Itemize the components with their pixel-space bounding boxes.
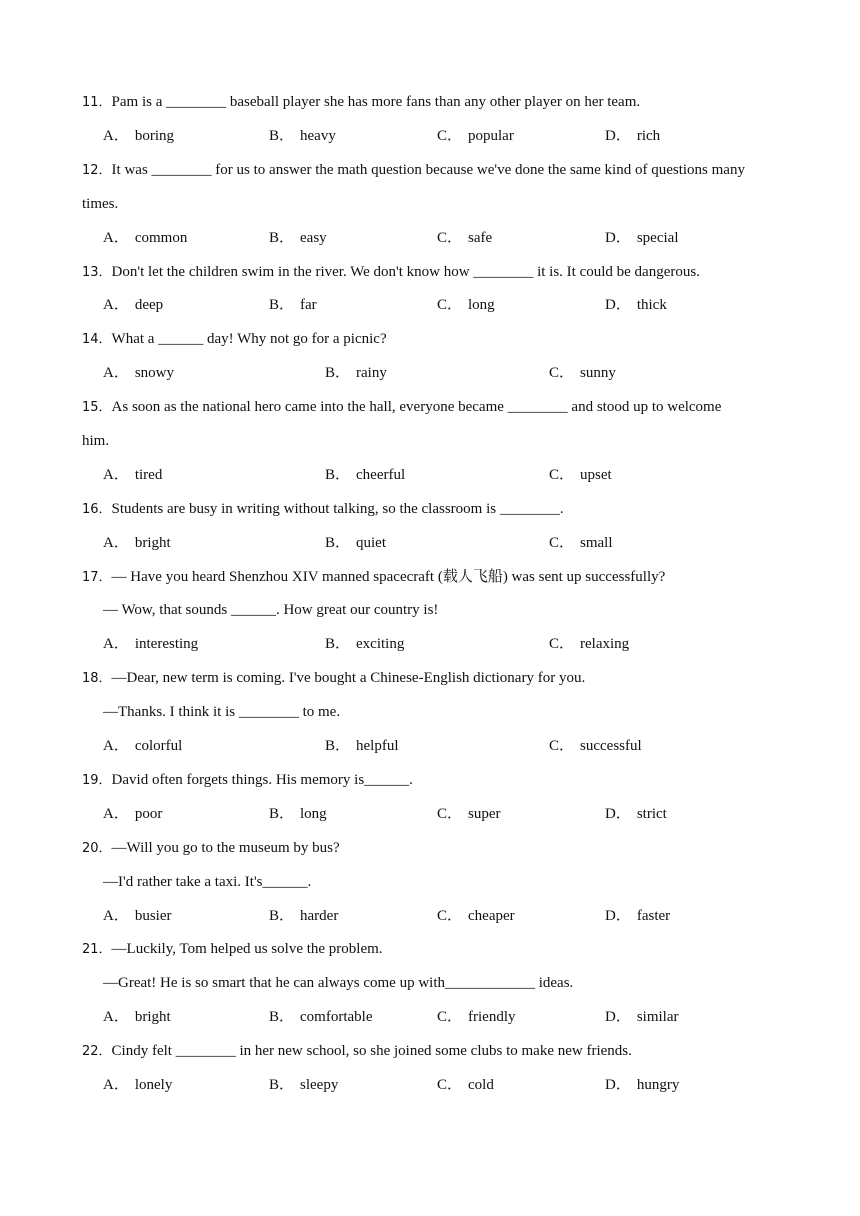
- answer-option-a[interactable]: [103, 736, 182, 756]
- answer-option-d[interactable]: [605, 126, 660, 146]
- option-word: relaxing: [580, 636, 630, 652]
- question-stem-continued: [82, 431, 109, 451]
- answer-option-b[interactable]: [325, 736, 399, 756]
- option-letter: B．: [269, 806, 295, 822]
- question-stem: [82, 939, 383, 960]
- option-word: deep: [134, 297, 164, 313]
- option-word: poor: [134, 806, 163, 822]
- option-word: faster: [636, 908, 671, 924]
- option-word: colorful: [134, 738, 183, 754]
- option-word: helpful: [356, 738, 399, 754]
- question-number: 16．: [82, 502, 112, 517]
- option-letter: C．: [437, 297, 463, 313]
- answer-option-c[interactable]: [437, 295, 495, 315]
- option-letter: B．: [269, 128, 295, 144]
- question-stem-continued: [82, 194, 118, 214]
- question-number: 17．: [82, 570, 112, 585]
- answer-option-a[interactable]: [103, 634, 198, 654]
- option-word: hungry: [636, 1077, 680, 1093]
- option-word: upset: [580, 467, 612, 483]
- question-text: —Great! He is so smart that he can always come up with____________ ideas.: [103, 975, 574, 991]
- option-word: sleepy: [300, 1077, 339, 1093]
- question-stem: [82, 1041, 632, 1062]
- option-letter: D．: [605, 230, 631, 246]
- answer-option-b[interactable]: [325, 533, 386, 553]
- option-letter: B．: [269, 1077, 295, 1093]
- answer-option-c[interactable]: [549, 634, 629, 654]
- option-letter: A．: [103, 365, 129, 381]
- option-letter: A．: [103, 1077, 129, 1093]
- question-number: 14．: [82, 332, 112, 347]
- question-number: 18．: [82, 671, 112, 686]
- answer-option-a[interactable]: [103, 1075, 172, 1095]
- option-word: lonely: [134, 1077, 173, 1093]
- option-word: snowy: [134, 365, 175, 381]
- answer-option-c[interactable]: [437, 906, 515, 926]
- option-word: harder: [300, 908, 339, 924]
- option-word: cheaper: [468, 908, 515, 924]
- option-letter: C．: [437, 1009, 463, 1025]
- question-stem: [82, 329, 387, 350]
- question-text: times.: [82, 196, 119, 212]
- answer-option-b[interactable]: [325, 465, 405, 485]
- question-number: 20．: [82, 841, 112, 856]
- question-stem: [82, 567, 665, 588]
- answer-option-d[interactable]: [605, 1075, 679, 1095]
- option-letter: D．: [605, 806, 631, 822]
- option-letter: C．: [549, 535, 575, 551]
- question-stem: [82, 397, 721, 418]
- question-stem: [82, 160, 745, 181]
- option-letter: C．: [549, 467, 575, 483]
- answer-option-c[interactable]: [549, 465, 612, 485]
- option-word: strict: [636, 806, 667, 822]
- option-letter: A．: [103, 636, 129, 652]
- answer-option-b[interactable]: [269, 906, 338, 926]
- answer-option-c[interactable]: [437, 1007, 516, 1027]
- question-text: —Will you go to the museum by bus?: [111, 840, 340, 856]
- answer-option-b[interactable]: [269, 1007, 372, 1027]
- option-letter: A．: [103, 806, 129, 822]
- option-word: busier: [134, 908, 172, 924]
- question-text: David often forgets things. His memory is______.: [111, 772, 413, 788]
- answer-option-b[interactable]: [269, 126, 336, 146]
- option-letter: D．: [605, 1077, 631, 1093]
- option-word: heavy: [300, 128, 336, 144]
- option-word: quiet: [356, 535, 387, 551]
- question-text: Don't let the children swim in the river. We don't know how ________ it is. It could be dangerous.: [111, 264, 700, 280]
- option-letter: D．: [605, 908, 631, 924]
- option-word: small: [580, 535, 613, 551]
- answer-option-b[interactable]: [269, 1075, 338, 1095]
- option-letter: B．: [269, 908, 295, 924]
- answer-option-c[interactable]: [437, 804, 501, 824]
- question-stem-continued: [103, 600, 438, 620]
- option-letter: A．: [103, 467, 129, 483]
- answer-option-b[interactable]: [269, 228, 327, 248]
- option-word: popular: [468, 128, 514, 144]
- option-letter: B．: [269, 297, 295, 313]
- question-number: 21．: [82, 942, 112, 957]
- option-letter: B．: [269, 1009, 295, 1025]
- option-word: successful: [580, 738, 642, 754]
- answer-option-c[interactable]: [549, 533, 613, 553]
- option-letter: D．: [605, 1009, 631, 1025]
- option-letter: A．: [103, 738, 129, 754]
- answer-option-b[interactable]: [269, 295, 317, 315]
- question-number: 13．: [82, 265, 112, 280]
- option-word: exciting: [356, 636, 405, 652]
- answer-option-a[interactable]: [103, 295, 163, 315]
- option-letter: A．: [103, 230, 129, 246]
- question-text: —Luckily, Tom helped us solve the problem.: [111, 941, 383, 957]
- answer-option-c[interactable]: [437, 1075, 494, 1095]
- option-letter: B．: [325, 738, 351, 754]
- option-letter: B．: [325, 467, 351, 483]
- option-letter: B．: [269, 230, 295, 246]
- option-word: bright: [134, 1009, 171, 1025]
- question-stem: [82, 838, 340, 859]
- question-text: Pam is a ________ baseball player she has more fans than any other player on her team.: [111, 94, 641, 110]
- question-stem: [82, 770, 413, 791]
- question-stem: [82, 668, 585, 689]
- option-word: similar: [636, 1009, 679, 1025]
- question-number: 11．: [82, 95, 112, 110]
- option-letter: A．: [103, 908, 129, 924]
- answer-option-d[interactable]: [605, 295, 667, 315]
- option-letter: C．: [437, 806, 463, 822]
- question-text: Students are busy in writing without talking, so the classroom is ________.: [111, 501, 564, 517]
- answer-option-a[interactable]: [103, 228, 187, 248]
- answer-option-b[interactable]: [325, 634, 404, 654]
- option-word: boring: [134, 128, 175, 144]
- option-letter: B．: [325, 535, 351, 551]
- option-word: far: [300, 297, 317, 313]
- answer-option-b[interactable]: [269, 804, 327, 824]
- answer-option-a[interactable]: [103, 906, 172, 926]
- option-letter: B．: [325, 365, 351, 381]
- answer-option-d[interactable]: [605, 228, 679, 248]
- option-letter: A．: [103, 297, 129, 313]
- question-text: What a ______ day! Why not go for a picnic?: [111, 331, 387, 347]
- answer-option-d[interactable]: [605, 906, 670, 926]
- option-word: long: [468, 297, 495, 313]
- question-text: — Wow, that sounds ______. How great our country is!: [103, 602, 439, 618]
- option-letter: C．: [549, 365, 575, 381]
- option-letter: C．: [437, 1077, 463, 1093]
- option-letter: C．: [437, 128, 463, 144]
- option-letter: C．: [437, 230, 463, 246]
- answer-option-a[interactable]: [103, 465, 162, 485]
- question-number: 22．: [82, 1044, 112, 1059]
- option-word: thick: [636, 297, 667, 313]
- option-letter: C．: [549, 738, 575, 754]
- question-stem: [82, 92, 640, 113]
- question-text: —I'd rather take a taxi. It's______.: [103, 874, 312, 890]
- option-word: friendly: [468, 1009, 516, 1025]
- option-word: comfortable: [300, 1009, 373, 1025]
- option-word: bright: [134, 535, 171, 551]
- answer-option-c[interactable]: [437, 126, 514, 146]
- question-text: As soon as the national hero came into the hall, everyone became ________ and stood up to welcome: [111, 399, 722, 415]
- option-letter: A．: [103, 128, 129, 144]
- option-word: sunny: [580, 365, 616, 381]
- answer-option-a[interactable]: [103, 126, 174, 146]
- question-stem: [82, 262, 700, 283]
- answer-option-c[interactable]: [549, 736, 642, 756]
- question-stem-continued: [103, 973, 573, 993]
- option-letter: C．: [437, 908, 463, 924]
- answer-option-d[interactable]: [605, 1007, 679, 1027]
- answer-option-a[interactable]: [103, 533, 171, 553]
- answer-option-a[interactable]: [103, 1007, 171, 1027]
- question-text: —Thanks. I think it is ________ to me.: [103, 704, 341, 720]
- answer-option-d[interactable]: [605, 804, 667, 824]
- question-text: — Have you heard Shenzhou XIV manned spacecraft (载人飞船) was sent up successfully?: [111, 569, 666, 585]
- answer-option-c[interactable]: [437, 228, 492, 248]
- option-letter: D．: [605, 128, 631, 144]
- question-text: him.: [82, 433, 110, 449]
- question-number: 12．: [82, 163, 112, 178]
- option-word: common: [134, 230, 188, 246]
- question-text: —Dear, new term is coming. I've bought a Chinese-English dictionary for you.: [111, 670, 586, 686]
- option-word: rainy: [356, 365, 387, 381]
- option-letter: B．: [325, 636, 351, 652]
- answer-option-a[interactable]: [103, 804, 162, 824]
- answer-option-a[interactable]: [103, 363, 174, 383]
- option-letter: A．: [103, 535, 129, 551]
- option-word: long: [300, 806, 327, 822]
- option-letter: A．: [103, 1009, 129, 1025]
- question-stem-continued: [103, 702, 340, 722]
- option-word: rich: [636, 128, 661, 144]
- option-word: safe: [468, 230, 493, 246]
- answer-option-b[interactable]: [325, 363, 387, 383]
- option-word: easy: [300, 230, 327, 246]
- option-letter: D．: [605, 297, 631, 313]
- option-word: super: [468, 806, 501, 822]
- option-word: cold: [468, 1077, 494, 1093]
- option-word: tired: [134, 467, 163, 483]
- question-number: 19．: [82, 773, 112, 788]
- answer-option-c[interactable]: [549, 363, 616, 383]
- option-word: cheerful: [356, 467, 406, 483]
- option-letter: C．: [549, 636, 575, 652]
- question-text: It was ________ for us to answer the math question because we've done the same kind of questions many: [111, 162, 745, 178]
- question-stem-continued: [103, 872, 311, 892]
- option-word: interesting: [134, 636, 199, 652]
- question-number: 15．: [82, 400, 112, 415]
- question-stem: [82, 499, 564, 520]
- option-word: special: [636, 230, 679, 246]
- question-text: Cindy felt ________ in her new school, so she joined some clubs to make new friends.: [111, 1043, 632, 1059]
